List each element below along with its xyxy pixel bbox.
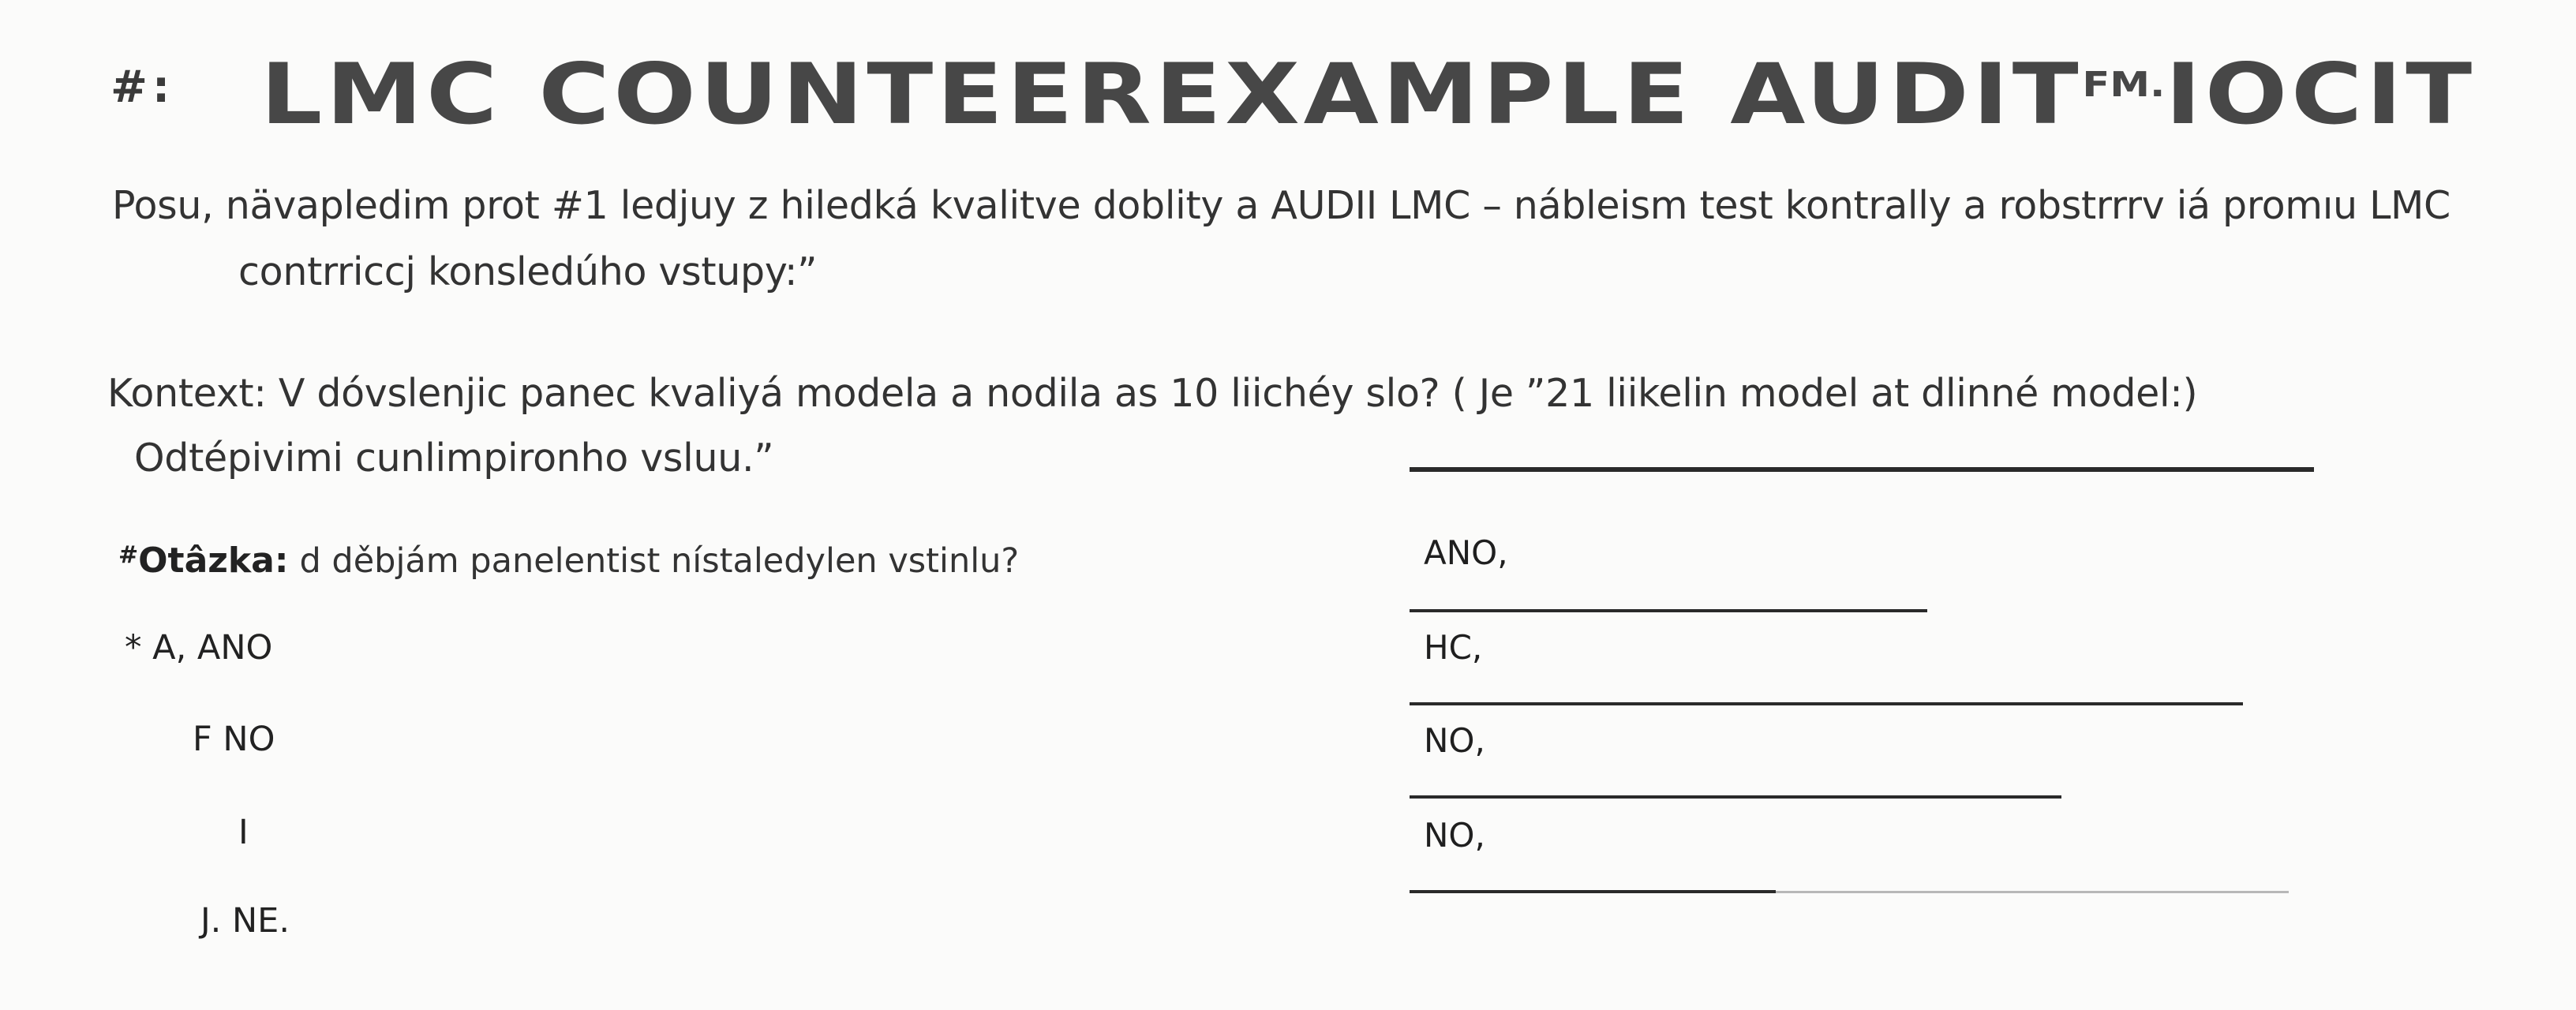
- answer-1-line: [1410, 609, 1927, 612]
- answer-4: NO,: [1424, 816, 1485, 855]
- context-line-2: Odtépivimi cunlimpironho vsluu.”: [134, 436, 774, 481]
- question-mark: #: [118, 541, 139, 569]
- answer-4-line: [1410, 890, 1776, 893]
- option-c[interactable]: I: [238, 813, 249, 852]
- question: [118, 541, 1019, 581]
- option-d[interactable]: J. NE.: [200, 901, 290, 941]
- question-label: Otâzka:: [138, 541, 289, 581]
- answer-2-line: [1410, 702, 2243, 705]
- intro-line-2: contrriccj konsledúho vstupy:”: [238, 249, 818, 294]
- context-line-1: Kontext: V dóvslenjic panec kvaliyá modela a nodila as 10 liichéy slo? ( Je ”21 liikelin model at dlinné model:): [107, 371, 2198, 416]
- page-title-suffix: IOCIT: [2165, 46, 2476, 143]
- intro-line-1: Posu, nävapledim prot #1 ledjuy z hiledká kvalitve doblity a AUDII LMC – nábleism test kontrally a robstrrrv iá promıu LMC: [112, 183, 2451, 228]
- answer-4-line-faint: [1776, 891, 2289, 893]
- page-title-superscript: FM.: [2082, 65, 2166, 105]
- option-b[interactable]: F NO: [193, 720, 275, 759]
- answer-3: NO,: [1424, 721, 1485, 760]
- answer-1: ANO,: [1424, 533, 1508, 572]
- option-a[interactable]: * A, ANO: [125, 628, 273, 668]
- answer-3-line: [1410, 795, 2061, 799]
- answer-2: HC,: [1424, 628, 1483, 667]
- page-title: [260, 46, 2476, 143]
- heading-hash: #:: [110, 62, 175, 113]
- context-answer-line: [1410, 467, 2314, 472]
- page-title-text: LMC COUNTEEREXAMPLE AUDIT: [260, 46, 2083, 143]
- question-text: d děbjám panelentist nístaledylen vstinlu?: [299, 541, 1020, 581]
